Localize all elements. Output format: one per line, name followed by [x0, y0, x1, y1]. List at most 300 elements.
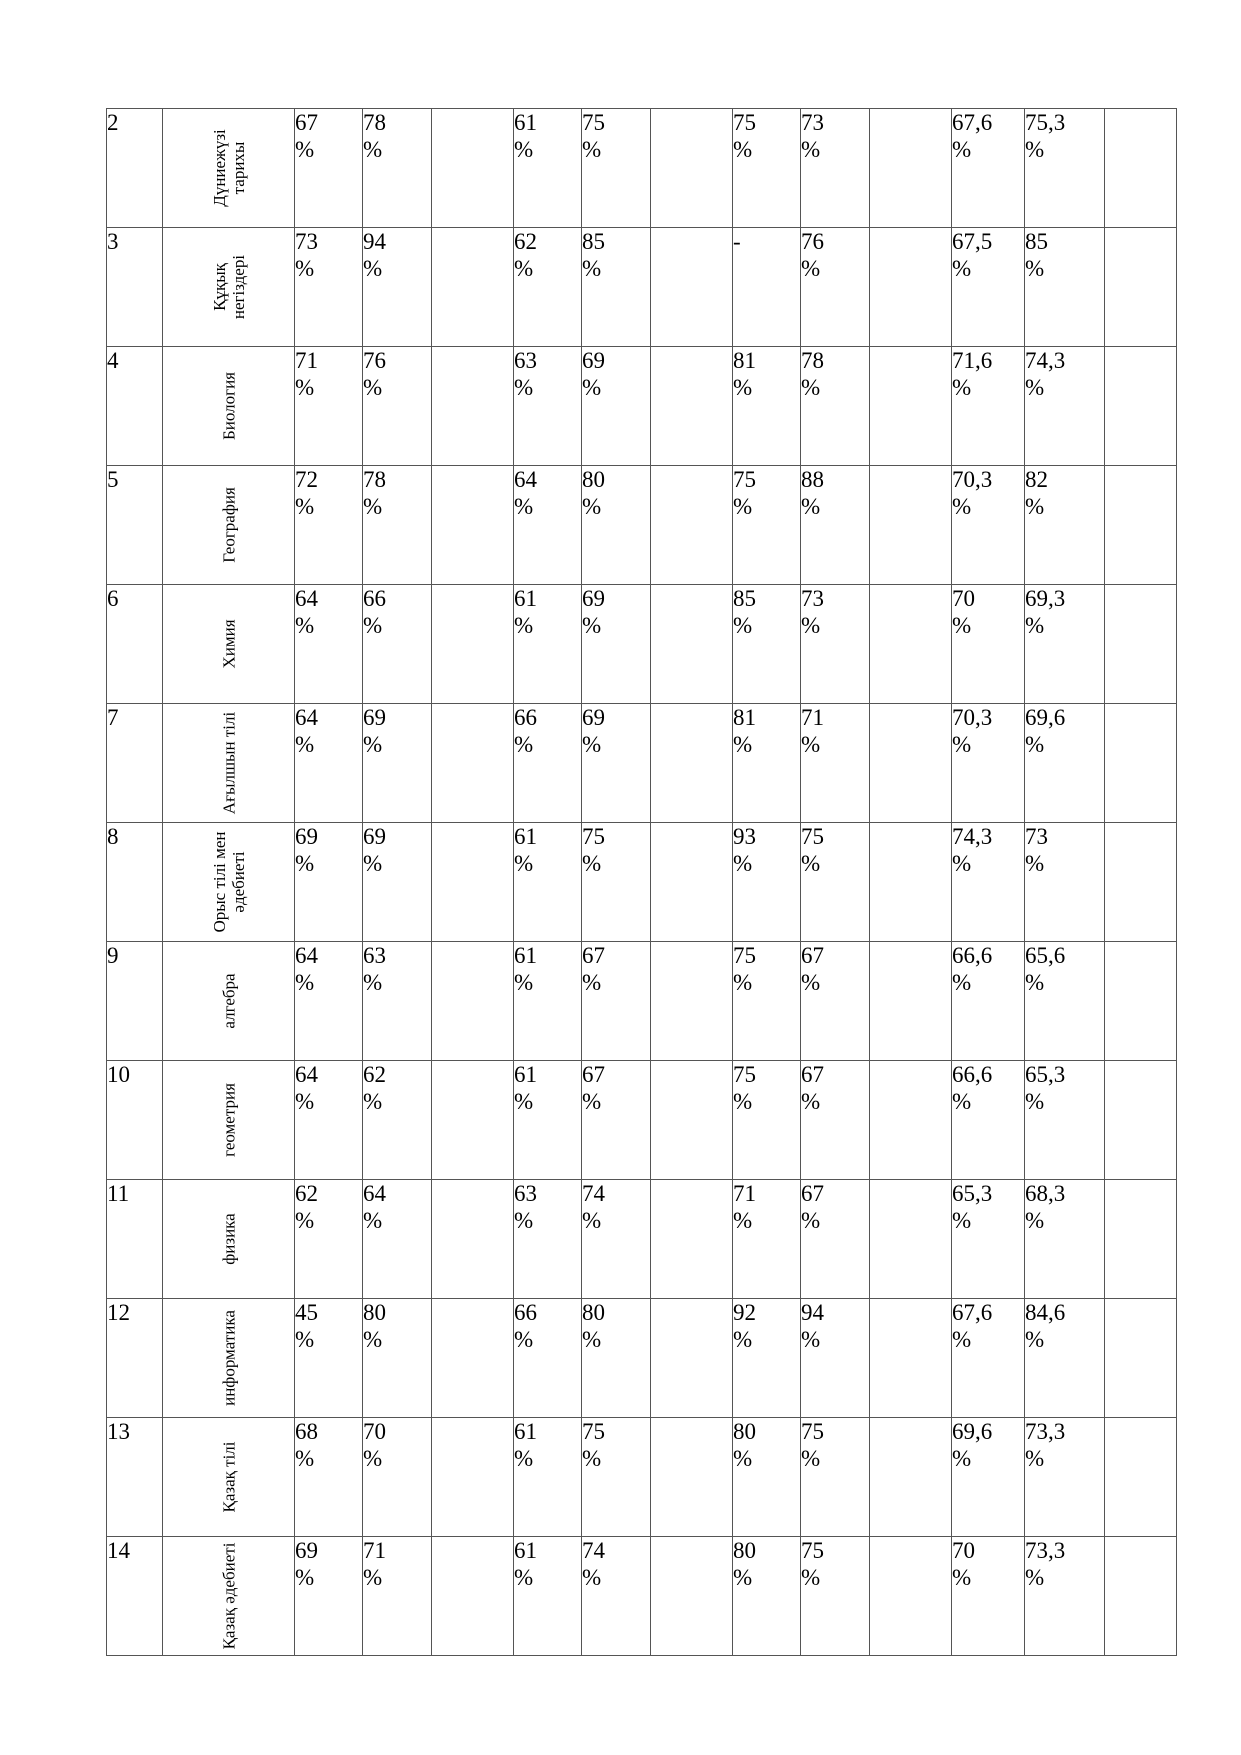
cell-value: 71 % [733, 1181, 756, 1233]
cell-value: 93 % [733, 824, 756, 876]
cell-value: 73,3 % [1025, 1538, 1066, 1590]
value-cell [801, 228, 870, 347]
cell-value: 74 % [582, 1538, 605, 1590]
value-cell [295, 228, 363, 347]
row-number: 2 [107, 109, 163, 228]
value-cell [1105, 466, 1177, 585]
cell-value: 69 % [582, 705, 605, 757]
cell-value: 71 % [801, 705, 824, 757]
table-row [107, 109, 1177, 228]
cell-value: 70% [952, 1538, 975, 1590]
row-number: 4 [107, 347, 163, 466]
cell-value: 73,3 % [1025, 1419, 1066, 1471]
value-cell [363, 1299, 432, 1418]
subject-name: Дүниежүзі тарихы [209, 129, 248, 207]
cell-value: 82 % [1025, 467, 1048, 519]
cell-value: 61 % [514, 943, 537, 995]
value-cell [870, 823, 952, 942]
cell-value: 67 % [801, 943, 824, 995]
value-cell [870, 1061, 952, 1180]
value-cell [870, 466, 952, 585]
cell-value: 75 % [801, 824, 824, 876]
subject-cell [163, 109, 295, 228]
value-cell [733, 109, 801, 228]
results-table [106, 108, 1177, 1656]
value-cell [295, 1537, 363, 1656]
cell-value: 67 % [801, 1062, 824, 1114]
cell-value: 61 % [514, 1062, 537, 1114]
subject-cell [163, 1418, 295, 1537]
value-cell [870, 347, 952, 466]
value-cell [1025, 1537, 1105, 1656]
value-cell [432, 109, 514, 228]
value-cell [514, 823, 582, 942]
cell-value: 66,6 % [952, 1062, 993, 1114]
value-cell [582, 466, 651, 585]
value-cell [733, 347, 801, 466]
subject-name: информатика [219, 1310, 238, 1406]
cell-value: 66 % [363, 586, 386, 638]
cell-value: 67,5 % [952, 229, 993, 281]
value-cell [582, 942, 651, 1061]
subject-cell [163, 347, 295, 466]
cell-value: 70,3 % [952, 705, 993, 757]
value-cell [651, 1061, 733, 1180]
cell-value: 61 % [514, 1419, 537, 1471]
cell-value: 67 % [582, 1062, 605, 1114]
subject-cell [163, 823, 295, 942]
table-row [107, 1061, 1177, 1180]
value-cell [295, 109, 363, 228]
cell-value: 81 % [733, 348, 756, 400]
table-row [107, 1299, 1177, 1418]
value-cell [1025, 1061, 1105, 1180]
row-number: 10 [107, 1061, 163, 1180]
value-cell [870, 1180, 952, 1299]
row-number: 11 [107, 1180, 163, 1299]
value-cell [801, 1180, 870, 1299]
value-cell [363, 1180, 432, 1299]
value-cell [801, 1418, 870, 1537]
subject-name: Құқық негіздері [209, 254, 248, 320]
value-cell [582, 1418, 651, 1537]
value-cell [295, 1061, 363, 1180]
value-cell [952, 1418, 1025, 1537]
cell-value: 75 % [801, 1538, 824, 1590]
subject-cell [163, 1537, 295, 1656]
cell-value: 63 % [363, 943, 386, 995]
value-cell [801, 1061, 870, 1180]
cell-value: - [733, 229, 741, 254]
row-number: 8 [107, 823, 163, 942]
subject-name: Қазақ тілі [219, 1441, 238, 1513]
subject-name: Орыс тілі мен әдебиеті [209, 831, 248, 933]
value-cell [514, 1061, 582, 1180]
row-number: 3 [107, 228, 163, 347]
cell-value: 62 % [514, 229, 537, 281]
value-cell [801, 704, 870, 823]
value-cell [514, 942, 582, 1061]
value-cell [801, 823, 870, 942]
cell-value: 70 % [363, 1419, 386, 1471]
value-cell [1025, 585, 1105, 704]
cell-value: 75,3 % [1025, 110, 1066, 162]
cell-value: 67 % [801, 1181, 824, 1233]
table-row [107, 466, 1177, 585]
value-cell [952, 347, 1025, 466]
cell-value: 80 % [582, 1300, 605, 1352]
cell-value: 75 % [582, 1419, 605, 1471]
value-cell [733, 1418, 801, 1537]
cell-value: 75 % [733, 1062, 756, 1114]
value-cell [1025, 1180, 1105, 1299]
value-cell [295, 585, 363, 704]
row-number: 12 [107, 1299, 163, 1418]
subject-name: Химия [219, 619, 238, 669]
subject-name: Биология [219, 372, 238, 441]
cell-value: 66 % [514, 1300, 537, 1352]
value-cell [295, 823, 363, 942]
cell-value: 74 % [582, 1181, 605, 1233]
value-cell [801, 347, 870, 466]
value-cell [432, 823, 514, 942]
value-cell [582, 585, 651, 704]
subject-cell [163, 466, 295, 585]
cell-value: 73 % [295, 229, 318, 281]
row-number: 6 [107, 585, 163, 704]
cell-value: 61 % [514, 586, 537, 638]
table-row [107, 1418, 1177, 1537]
value-cell [432, 704, 514, 823]
value-cell [1025, 704, 1105, 823]
cell-value: 72% [295, 467, 318, 519]
value-cell [651, 942, 733, 1061]
table-row [107, 1537, 1177, 1656]
cell-value: 73 % [1025, 824, 1048, 876]
cell-value: 73 % [801, 586, 824, 638]
cell-value: 62 % [295, 1181, 318, 1233]
value-cell [1105, 704, 1177, 823]
value-cell [582, 704, 651, 823]
cell-value: 74,3 % [1025, 348, 1066, 400]
value-cell [651, 823, 733, 942]
value-cell [1105, 823, 1177, 942]
cell-value: 61 % [514, 110, 537, 162]
cell-value: 66 % [514, 705, 537, 757]
value-cell [952, 704, 1025, 823]
value-cell [295, 347, 363, 466]
table-row [107, 823, 1177, 942]
value-cell [295, 942, 363, 1061]
cell-value: 67,6 % [952, 1300, 993, 1352]
cell-value: 63 % [514, 348, 537, 400]
value-cell [582, 347, 651, 466]
cell-value: 94 % [801, 1300, 824, 1352]
value-cell [870, 585, 952, 704]
value-cell [295, 1299, 363, 1418]
cell-value: 94 % [363, 229, 386, 281]
value-cell [952, 466, 1025, 585]
cell-value: 64 % [295, 943, 318, 995]
value-cell [363, 347, 432, 466]
cell-value: 73 % [801, 110, 824, 162]
value-cell [295, 466, 363, 585]
value-cell [295, 1418, 363, 1537]
value-cell [733, 1061, 801, 1180]
cell-value: 62 % [363, 1062, 386, 1114]
cell-value: 85 % [733, 586, 756, 638]
cell-value: 67,6 % [952, 110, 993, 162]
cell-value: 75 % [801, 1419, 824, 1471]
value-cell [801, 466, 870, 585]
value-cell [801, 109, 870, 228]
value-cell [1105, 1180, 1177, 1299]
value-cell [952, 585, 1025, 704]
row-number: 13 [107, 1418, 163, 1537]
value-cell [1105, 1418, 1177, 1537]
value-cell [514, 109, 582, 228]
cell-value: 67 % [582, 943, 605, 995]
table-row [107, 347, 1177, 466]
cell-value: 45 % [295, 1300, 318, 1352]
value-cell [1025, 1418, 1105, 1537]
cell-value: 85 % [1025, 229, 1048, 281]
cell-value: 85 % [582, 229, 605, 281]
value-cell [870, 1537, 952, 1656]
value-cell [582, 228, 651, 347]
table-row [107, 585, 1177, 704]
value-cell [952, 1061, 1025, 1180]
row-number: 14 [107, 1537, 163, 1656]
value-cell [363, 228, 432, 347]
value-cell [651, 1180, 733, 1299]
subject-cell [163, 585, 295, 704]
value-cell [1105, 585, 1177, 704]
cell-value: 69 % [363, 824, 386, 876]
subject-name: Ағылшын тілі [219, 711, 238, 815]
value-cell [363, 1537, 432, 1656]
value-cell [1025, 228, 1105, 347]
value-cell [733, 704, 801, 823]
value-cell [733, 466, 801, 585]
cell-value: 80 % [363, 1300, 386, 1352]
cell-value: 61 % [514, 1538, 537, 1590]
value-cell [582, 1299, 651, 1418]
value-cell [1025, 109, 1105, 228]
row-number: 9 [107, 942, 163, 1061]
value-cell [295, 704, 363, 823]
value-cell [870, 704, 952, 823]
value-cell [870, 1418, 952, 1537]
value-cell [870, 109, 952, 228]
value-cell [514, 347, 582, 466]
value-cell [952, 823, 1025, 942]
cell-value: 71 % [295, 348, 318, 400]
cell-value: 61 % [514, 824, 537, 876]
cell-value: 69% [295, 1538, 318, 1590]
value-cell [363, 1061, 432, 1180]
value-cell [801, 1299, 870, 1418]
subject-cell [163, 1180, 295, 1299]
value-cell [363, 823, 432, 942]
subject-name: физика [219, 1213, 238, 1265]
cell-value: 78% [363, 110, 386, 162]
value-cell [801, 585, 870, 704]
cell-value: 69,3 % [1025, 586, 1066, 638]
value-cell [952, 1537, 1025, 1656]
cell-value: 66,6 % [952, 943, 993, 995]
table-row [107, 1180, 1177, 1299]
value-cell [733, 942, 801, 1061]
value-cell [363, 585, 432, 704]
value-cell [651, 585, 733, 704]
value-cell [651, 704, 733, 823]
value-cell [1025, 347, 1105, 466]
value-cell [952, 1180, 1025, 1299]
cell-value: 70 % [952, 586, 975, 638]
value-cell [432, 585, 514, 704]
cell-value: 80 % [733, 1538, 756, 1590]
value-cell [952, 942, 1025, 1061]
value-cell [733, 585, 801, 704]
subject-cell [163, 1299, 295, 1418]
value-cell [514, 585, 582, 704]
value-cell [432, 1537, 514, 1656]
value-cell [1105, 1299, 1177, 1418]
value-cell [432, 1061, 514, 1180]
cell-value: 75% [582, 110, 605, 162]
cell-value: 69,6 % [952, 1419, 993, 1471]
value-cell [1105, 109, 1177, 228]
cell-value: 64 % [514, 467, 537, 519]
cell-value: 65,3 % [1025, 1062, 1066, 1114]
value-cell [801, 942, 870, 1061]
cell-value: 69 % [363, 705, 386, 757]
value-cell [1105, 1061, 1177, 1180]
cell-value: 81 % [733, 705, 756, 757]
cell-value: 68,3 % [1025, 1181, 1066, 1233]
subject-cell [163, 942, 295, 1061]
cell-value: 78 % [801, 348, 824, 400]
subject-name: Қазақ әдебиеті [219, 1542, 238, 1650]
value-cell [1025, 1299, 1105, 1418]
value-cell [1105, 1537, 1177, 1656]
value-cell [432, 1418, 514, 1537]
value-cell [363, 704, 432, 823]
value-cell [514, 1418, 582, 1537]
value-cell [651, 466, 733, 585]
value-cell [432, 1180, 514, 1299]
value-cell [1025, 823, 1105, 942]
value-cell [870, 942, 952, 1061]
value-cell [952, 109, 1025, 228]
value-cell [651, 1537, 733, 1656]
value-cell [582, 109, 651, 228]
value-cell [514, 704, 582, 823]
value-cell [432, 1299, 514, 1418]
value-cell [952, 1299, 1025, 1418]
cell-value: 69 % [582, 586, 605, 638]
value-cell [1025, 466, 1105, 585]
value-cell [801, 1537, 870, 1656]
value-cell [514, 466, 582, 585]
subject-cell [163, 704, 295, 823]
cell-value: 84,6 % [1025, 1300, 1066, 1352]
value-cell [1105, 942, 1177, 1061]
cell-value: 64 % [363, 1181, 386, 1233]
cell-value: 64 % [295, 1062, 318, 1114]
table-body [107, 109, 1177, 1656]
value-cell [514, 1180, 582, 1299]
subject-cell [163, 1061, 295, 1180]
value-cell [514, 1299, 582, 1418]
value-cell [363, 942, 432, 1061]
value-cell [514, 228, 582, 347]
cell-value: 75 % [582, 824, 605, 876]
row-number: 7 [107, 704, 163, 823]
value-cell [1105, 228, 1177, 347]
cell-value: 76 % [801, 229, 824, 281]
value-cell [582, 1537, 651, 1656]
value-cell [651, 109, 733, 228]
value-cell [733, 1537, 801, 1656]
value-cell [363, 466, 432, 585]
cell-value: 71,6 % [952, 348, 993, 400]
cell-value: 69 % [295, 824, 318, 876]
cell-value: 63 % [514, 1181, 537, 1233]
value-cell [582, 1061, 651, 1180]
cell-value: 80 % [582, 467, 605, 519]
cell-value: 69 % [582, 348, 605, 400]
cell-value: 88 % [801, 467, 824, 519]
value-cell [1025, 942, 1105, 1061]
value-cell [363, 109, 432, 228]
value-cell [432, 942, 514, 1061]
value-cell [582, 1180, 651, 1299]
cell-value: 75 % [733, 110, 756, 162]
value-cell [870, 1299, 952, 1418]
value-cell [733, 228, 801, 347]
value-cell [733, 1180, 801, 1299]
cell-value: 64 % [295, 586, 318, 638]
cell-value: 65,3 % [952, 1181, 993, 1233]
subject-name: геометрия [219, 1083, 238, 1157]
cell-value: 71 % [363, 1538, 386, 1590]
subject-name: алгебра [219, 973, 238, 1029]
cell-value: 75 % [733, 943, 756, 995]
table-row [107, 704, 1177, 823]
value-cell [363, 1418, 432, 1537]
table-row [107, 942, 1177, 1061]
value-cell [733, 1299, 801, 1418]
value-cell [651, 1418, 733, 1537]
cell-value: 80 % [733, 1419, 756, 1471]
cell-value: 67 % [295, 110, 318, 162]
value-cell [733, 823, 801, 942]
cell-value: 69,6 % [1025, 705, 1066, 757]
value-cell [432, 228, 514, 347]
value-cell [952, 228, 1025, 347]
value-cell [870, 228, 952, 347]
cell-value: 76 % [363, 348, 386, 400]
cell-value: 75 % [733, 467, 756, 519]
value-cell [651, 347, 733, 466]
subject-cell [163, 228, 295, 347]
table-row [107, 228, 1177, 347]
value-cell [582, 823, 651, 942]
cell-value: 65,6 % [1025, 943, 1066, 995]
value-cell [1105, 347, 1177, 466]
